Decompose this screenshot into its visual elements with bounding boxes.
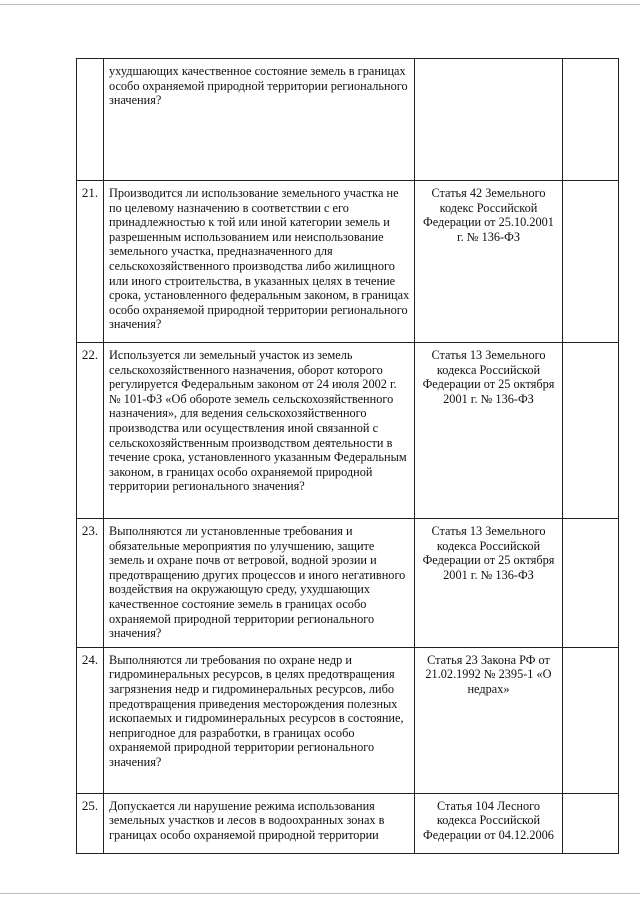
question-text: ухудшающих качественное состояние земель в границах особо охраняемой природной территории регионального значения? [104,59,415,181]
row-number: 21. [77,181,104,343]
table-row [77,59,619,181]
legal-basis [415,59,563,181]
row-number [77,59,104,181]
scan-edge-top [0,4,640,5]
answer-cell [563,343,619,519]
scan-edge-bottom [0,893,640,894]
row-number: 24. [77,647,104,793]
row-number: 23. [77,519,104,648]
answer-cell [563,59,619,181]
legal-basis: Статья 104 Лесного кодекса Российской Федерации от 04.12.2006 [415,793,563,853]
question-text: Допускается ли нарушение режима использования земельных участков и лесов в водоохранных зонах в границах особо охраняемой природной территории [104,793,415,853]
legal-basis: Статья 42 Земельного кодекс Российской Федерации от 25.10.2001 г. № 136-ФЗ [415,181,563,343]
question-text: Выполняются ли требования по охране недр и гидроминеральных ресурсов, в целях предотвращения загрязнения недр и гидроминеральных ресурсов, либо предотвращения приведения месторождения полезных ископаемых и гидроминеральных ресурсов в состояние, непригодное для разработки, в границах особо охраняемой природной территории регионального значения? [104,647,415,793]
row-number: 25. [77,793,104,853]
answer-cell [563,647,619,793]
table-row [77,181,619,343]
answer-cell [563,793,619,853]
table-row [77,793,619,853]
table-row [77,519,619,648]
legal-basis: Статья 13 Земельного кодекса Российской Федерации от 25 октября 2001 г. № 136-ФЗ [415,519,563,648]
legal-basis: Статья 23 Закона РФ от 21.02.1992 № 2395-1 «О недрах» [415,647,563,793]
row-number: 22. [77,343,104,519]
table-row [77,647,619,793]
answer-cell [563,519,619,648]
question-text: Производится ли использование земельного участка не по целевому назначению в соответствии с его принадлежностью к той или иной категории земель и разрешенным использованием или неиспользование земельного участка, предназначенного для сельскохозяйственного производства либо жилищного или иного строительства, в указанных целях в течение срока, установленного федеральным законом, в границах особо охраняемой природной территории регионального значения? [104,181,415,343]
answer-cell [563,181,619,343]
question-text: Используется ли земельный участок из земель сельскохозяйственного назначения, оборот которого регулируется Федеральным законом от 24 июля 2002 г. № 101-ФЗ «Об обороте земель сельскохозяйственного назначения», для ведения сельскохозяйственного производства или осуществления иной связанной с сельскохозяйственным производством деятельности в течение срока, установленного указанным Федеральным законом, в границах особо охраняемой природной территории регионального значения? [104,343,415,519]
question-text: Выполняются ли установленные требования и обязательные мероприятия по улучшению, защите земель и охране почв от ветровой, водной эрозии и предотвращению других процессов и иного негативного воздействия на окружающую среду, ухудшающих качественное состояние земель в границах особо охраняемой природной территории регионального значения? [104,519,415,648]
legal-basis: Статья 13 Земельного кодекса Российской Федерации от 25 октября 2001 г. № 136-ФЗ [415,343,563,519]
table-row [77,343,619,519]
checklist-table [76,58,619,854]
